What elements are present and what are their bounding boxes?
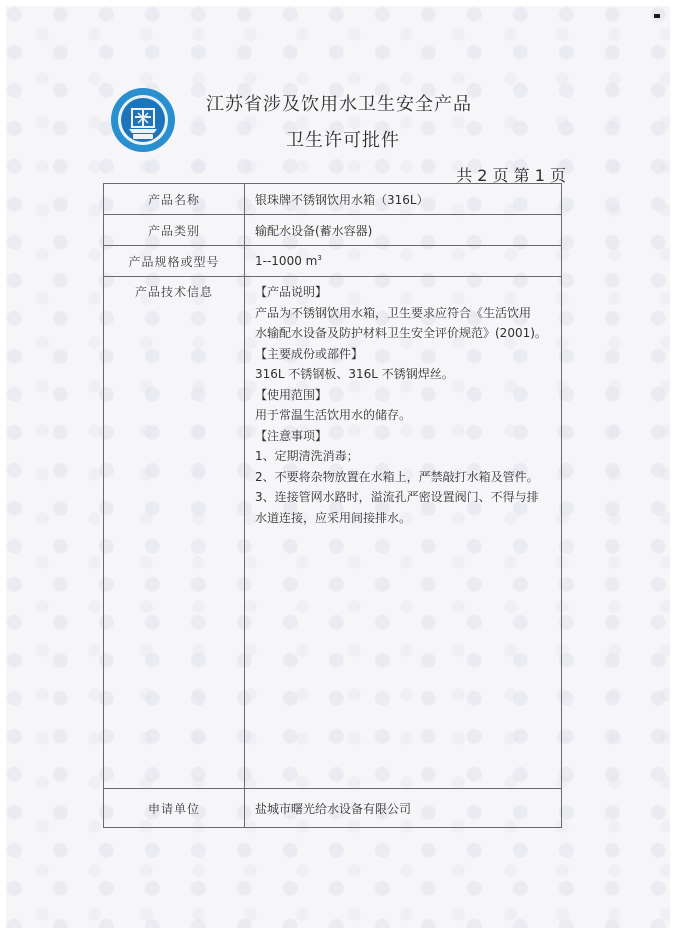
scan-mark xyxy=(654,14,660,18)
table-row xyxy=(104,277,562,789)
table-row xyxy=(104,215,562,246)
product-name-label: 产品名称 xyxy=(104,184,245,215)
applicant-label: 申请单位 xyxy=(104,789,245,828)
page-count: 共 2 页 第 1 页 xyxy=(456,166,566,185)
product-spec-cell xyxy=(245,246,562,277)
applicant-value: 盐城市曙光给水设备有限公司 xyxy=(245,789,562,828)
tech-info-line: 3、连接管网水路时，溢流孔严密设置阀门、不得与排 xyxy=(255,490,539,504)
health-emblem-seal-icon xyxy=(110,87,176,153)
table-row xyxy=(104,184,562,215)
tech-info-line: 水道连接，应采用间接排水。 xyxy=(255,510,412,525)
tech-info-line: 2、不要将杂物放置在水箱上，严禁敲打水箱及管件。 xyxy=(255,469,539,484)
tech-info-line: 产品为不锈钢饮用水箱，卫生要求应符合《生活饮用 xyxy=(255,305,532,320)
tech-info-line: 【产品说明】 xyxy=(255,285,328,299)
tech-info-line: 【注意事项】 xyxy=(255,428,328,443)
table-row xyxy=(104,789,562,828)
tech-info-line: 【使用范围】 xyxy=(255,387,328,402)
tech-info-line: 316L 不锈钢板、316L 不锈钢焊丝。 xyxy=(255,367,454,381)
license-form-table xyxy=(103,183,562,828)
tech-info-line: 用于常温生活饮用水的储存。 xyxy=(255,408,412,422)
tech-info-line: 1、定期清洗消毒； xyxy=(255,449,359,463)
tech-info-content xyxy=(245,277,562,789)
document-title: 江苏省涉及饮用水卫生安全产品 xyxy=(206,94,472,115)
product-name-value: 银珠牌不锈钢饮用水箱（316L） xyxy=(245,184,562,215)
document-subtitle: 卫生许可批件 xyxy=(286,130,400,151)
product-spec-label: 产品规格或型号 xyxy=(104,246,245,277)
product-spec-value: 1--1000 m xyxy=(255,254,318,268)
table-row xyxy=(104,246,562,277)
product-category-value: 输配水设备(蓄水容器) xyxy=(245,215,562,246)
tech-info-label: 产品技术信息 xyxy=(104,277,245,789)
product-category-label: 产品类别 xyxy=(104,215,245,246)
product-spec-unit-exponent: 3 xyxy=(317,254,322,262)
tech-info-line: 【主要成份或部件】 xyxy=(255,346,364,361)
tech-info-line: 水输配水设备及防护材料卫生安全评价规范》(2001)。 xyxy=(255,326,547,340)
